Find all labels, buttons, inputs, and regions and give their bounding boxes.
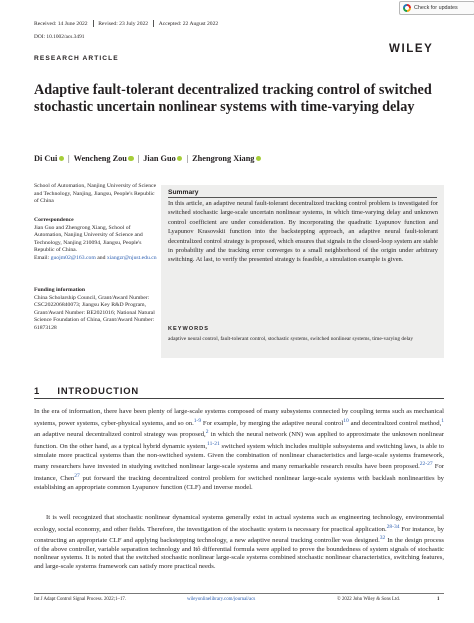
citation-link[interactable]: 2 — [205, 429, 209, 436]
article-dates — [34, 20, 218, 27]
keywords-heading: KEYWORDS — [168, 326, 209, 332]
summary-text: In this article, an adaptive neural fault-tolerant decentralized tracking control problem is investigated for switched stochastic large-scale uncertain nonlinear systems, in which time-varying delay and unknown control coefficient are under consideration. By incorporating the quadratic Lyapunov function and Lyapunov Krasovskii function into the backstepping approach, an adaptive neural fault-tolerant decentralized control strategy is proposed, which ensures that signals in the closed-loop system are stable in probability and the tracking error converges to a small neighborhood of the origin under arbitrary switching. At last, to verify the presented strategy is feasible, a simulation example is given. — [168, 200, 438, 264]
author-name[interactable]: Zhengrong Xiang — [192, 154, 255, 163]
paragraph-text: For example, by merging the adaptive neural control — [201, 419, 344, 427]
email-label: Email: — [34, 254, 50, 261]
orcid-icon[interactable] — [177, 156, 182, 161]
section-heading — [34, 385, 139, 396]
author-name[interactable]: Jian Guo — [143, 154, 176, 163]
check-for-updates-button[interactable] — [399, 1, 474, 15]
author-list — [34, 154, 265, 163]
received-date: Received: 14 June 2022 — [34, 20, 88, 27]
paragraph-text: In the era of information, there have been plenty of large-scale systems composed of many subsystems connected by coupling terms such as mechanical systems, power systems, cyber-physical systems, and so on. — [34, 408, 444, 427]
copyright: © 2022 John Wiley & Sons Ltd. — [337, 597, 401, 602]
paragraph-text: In the design process of the above controller, variable separation technology and Itô differential formula were applied to prove the boundedness of system signals of stochastic nonlinear systems. It is noted that the switched stochastic nonlinear large-scale systems combined stochastic nonlinear characteristics, switching features, and large-scale systems framework can satisfy more practical needs. — [34, 537, 444, 570]
correspondence-text: Jian Guo and Zhengrong Xiang, School of Automation, Nanjing University of Science and Technology, Nanjing 210094, Jiangsu, People's Republic of China. — [34, 224, 143, 254]
intro-paragraph-2 — [34, 514, 444, 571]
paragraph-text: put forward the tracking decentralized control problem for switched nonlinear large-scale systems with backlash nonlinearities by establishing an appropriate common Lyapunov function (CLF) and inverse model. — [34, 475, 444, 491]
email-and: and — [97, 254, 106, 261]
citation-link[interactable]: 22-27 — [419, 461, 433, 468]
citation-link[interactable]: 10 — [343, 417, 349, 424]
section-divider — [34, 398, 444, 399]
journal-url[interactable]: wileyonlinelibrary.com/journal/acs — [187, 597, 256, 602]
intro-paragraph-1 — [34, 408, 444, 492]
journal-citation: Int J Adapt Control Signal Process. 2022;1–17. — [34, 597, 127, 602]
correspondence-block — [34, 217, 158, 263]
keywords-text: adaptive neural control, fault-tolerant control, stochastic systems, switched nonlinear systems, time-varying delay — [168, 336, 414, 342]
summary-heading: Summary — [168, 189, 199, 196]
funding-text: China Scholarship Council, Grant/Award Number: CSC202206840073; Jiangsu Key R&D Program, Grant/Award Number: BE2021016; National Natural Science Foundation of China, Grant/Award Number: 61873128 — [34, 294, 155, 331]
footer-divider — [34, 593, 444, 594]
section-number: 1 — [34, 385, 41, 396]
paragraph-text: switched system which includes multiple subsystems and switching laws, is able to simulate more practical systems than the non-switched system. Given the combination of nonlinear characteristics and large-scale systems framework, many researchers have invested in studying switched nonlinear large-scale systems and many remarkable research results have been proposed. — [34, 443, 444, 471]
correspondence-heading: Correspondence — [34, 217, 74, 223]
funding-block — [34, 287, 158, 333]
author-separator: | — [186, 154, 189, 163]
citation-link[interactable]: 28-34 — [386, 523, 400, 530]
article-type: RESEARCH ARTICLE — [34, 55, 119, 62]
citation-link[interactable]: 32 — [379, 535, 386, 542]
paragraph-text: For instance, Chen — [34, 463, 444, 483]
revised-date: Revised: 23 July 2022 — [98, 20, 149, 27]
publisher-logo: WILEY — [389, 43, 434, 55]
author-name[interactable]: Wencheng Zou — [73, 154, 127, 163]
email-link[interactable]: xiangzr@njust.edu.cn — [106, 254, 157, 261]
author-name[interactable]: Di Cui — [34, 154, 58, 163]
paper-title: Adaptive fault-tolerant decentralized tracking control of switched stochastic uncertain nonlinear systems with time-varying delay — [34, 82, 432, 115]
paragraph-text: an adaptive neural decentralized control strategy was proposed, — [34, 431, 206, 439]
email-link[interactable]: guojm02@163.com — [50, 254, 96, 261]
citation-link[interactable]: 27 — [74, 472, 80, 479]
affiliation: School of Automation, Nanjing University of Science and Technology, Nanjing, Jiangsu, People's Republic of China — [34, 183, 157, 205]
citation-link[interactable]: 1-9 — [193, 417, 202, 424]
date-separator — [153, 20, 154, 27]
doi: DOI: 10.1002/acs.3491 — [34, 34, 85, 40]
accepted-date: Accepted: 22 August 2022 — [158, 20, 219, 27]
section-title: INTRODUCTION — [57, 385, 139, 396]
author-separator: | — [137, 154, 140, 163]
citation-link[interactable]: 11-21 — [207, 440, 220, 447]
date-separator — [93, 20, 94, 27]
author-separator: | — [67, 154, 70, 163]
orcid-icon[interactable] — [128, 156, 133, 161]
summary-divider — [168, 197, 437, 198]
correspondence-emails — [34, 255, 158, 263]
orcid-icon[interactable] — [59, 156, 64, 161]
check-for-updates-label: Check for updates — [414, 5, 458, 11]
paragraph-text: It is well recognized that stochastic nonlinear dynamical systems generally exist in actual systems such as engineering technology, environmental ecology, social economy, and other fields. Therefore, the investigation of the stochastic system is necessary for practical application. — [34, 514, 444, 533]
funding-heading: Funding information — [34, 287, 86, 293]
page-number: 1 — [437, 597, 440, 602]
crossmark-icon — [403, 4, 411, 12]
orcid-icon[interactable] — [256, 156, 261, 161]
citation-link[interactable]: 1 — [441, 417, 444, 424]
paragraph-text: in which the neural network (NN) was applied to approximate the unknown nonlinear function. On the other hand, as a typical hybrid dynamic system, — [34, 431, 444, 451]
paragraph-text: For instance, by constructing an appropriate CLF and applying backstepping technology, a new adaptive neural tracking controller was designed. — [34, 525, 444, 545]
paragraph-text: and decentralized control method, — [348, 419, 442, 427]
